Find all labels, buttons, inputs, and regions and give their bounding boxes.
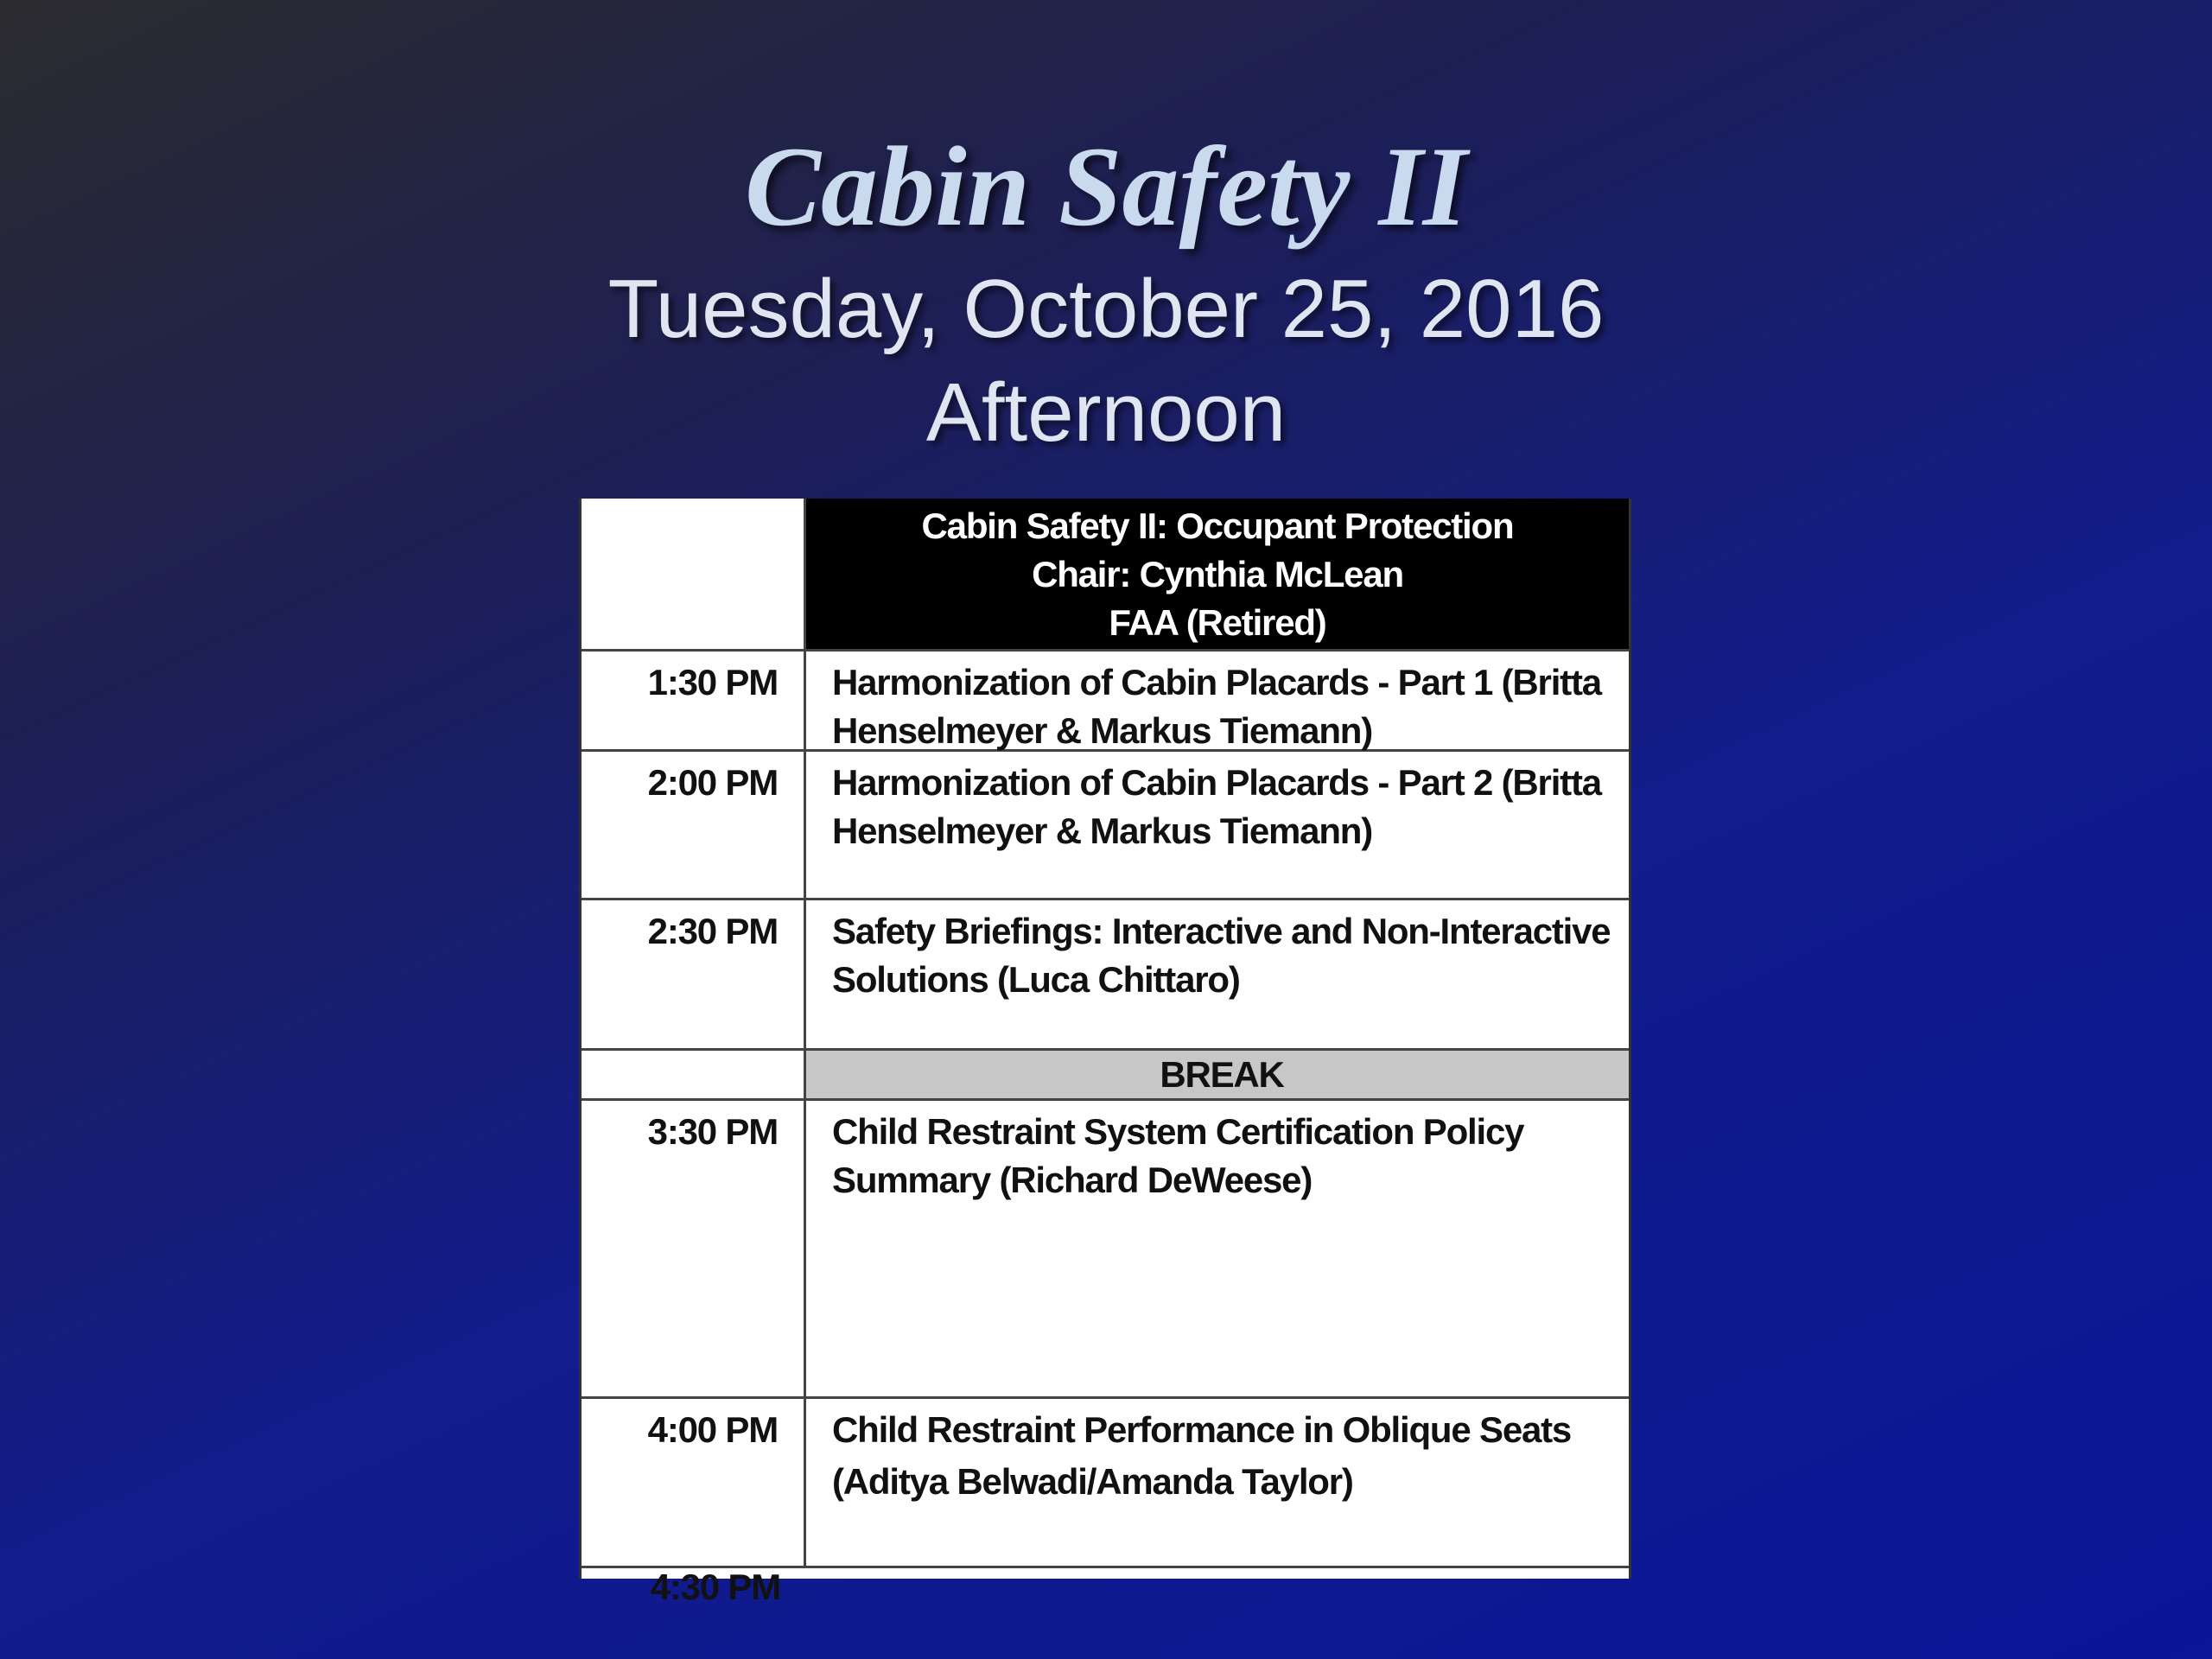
session-chair-affiliation: FAA (Retired)	[1109, 602, 1326, 643]
session-header	[806, 499, 1629, 649]
talk-cell	[806, 1399, 1629, 1566]
slide-period: Afternoon	[925, 366, 1287, 459]
time-cell: 1:30 PM	[582, 652, 806, 749]
talk-cell	[806, 752, 1629, 898]
session-title: Cabin Safety II: Occupant Protection	[921, 505, 1514, 546]
talk-line: Child Restraint System Certification Policy	[832, 1111, 1524, 1152]
talk-line: Henselmeyer & Markus Tiemann)	[832, 810, 1373, 851]
slide-date: Tuesday, October 25, 2016	[607, 263, 1605, 355]
time-cell: 4:00 PM	[582, 1399, 806, 1566]
schedule-table	[579, 499, 1631, 1607]
talk-line: Harmonization of Cabin Placards - Part 1 (Britta	[832, 662, 1601, 702]
talk-line: (Aditya Belwadi/Amanda Taylor)	[832, 1461, 1353, 1502]
talk-cell	[806, 652, 1629, 749]
time-cell: 3:30 PM	[582, 1101, 806, 1396]
table-row	[582, 900, 1629, 1051]
talk-line: Henselmeyer & Markus Tiemann)	[832, 710, 1373, 751]
talk-cell	[806, 900, 1629, 1048]
talk-line: Harmonization of Cabin Placards - Part 2 (Britta	[832, 762, 1601, 803]
talk-line: Child Restraint Performance in Oblique Seats	[832, 1409, 1572, 1450]
schedule-header-row	[582, 499, 1629, 652]
header-time-cell	[582, 499, 806, 649]
time-cell: 2:30 PM	[582, 900, 806, 1048]
time-cell: 2:00 PM	[582, 752, 806, 898]
table-row	[582, 752, 1629, 900]
session-chair: Chair: Cynthia McLean	[1032, 554, 1403, 594]
talk-line: Summary (Richard DeWeese)	[832, 1160, 1313, 1200]
table-row	[582, 1399, 1629, 1568]
cut-off-time: 4:30 PM	[650, 1567, 780, 1607]
table-row	[582, 1101, 1629, 1399]
table-row	[582, 652, 1629, 752]
slide-title: Cabin Safety II	[744, 123, 1468, 250]
break-row	[582, 1051, 1629, 1101]
talk-cell	[806, 1101, 1629, 1396]
break-label: BREAK	[806, 1051, 1629, 1098]
talk-line: Solutions (Luca Chittaro)	[832, 959, 1240, 1000]
talk-line: Safety Briefings: Interactive and Non-Interactive	[832, 911, 1611, 951]
break-time-cell	[582, 1051, 806, 1098]
